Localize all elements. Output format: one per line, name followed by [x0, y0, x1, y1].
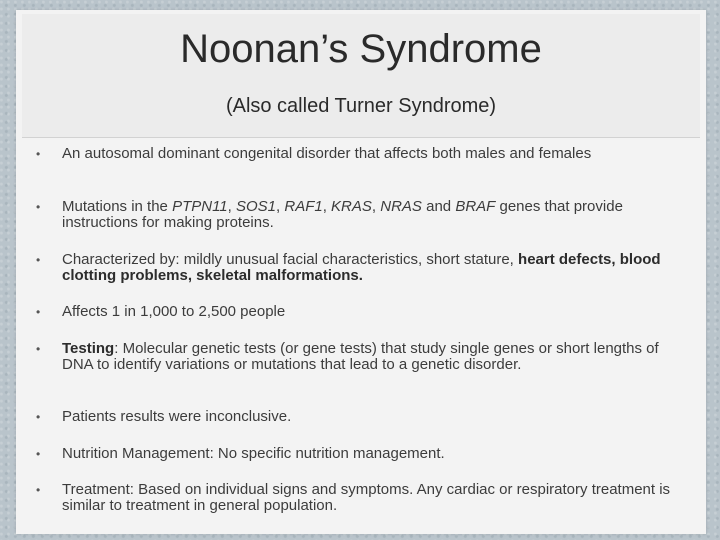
bullet-marker: •: [36, 200, 41, 214]
bullet-text: Characterized by: mildly unusual facial characteristics, short stature, heart defects, blood clotting problems, skeletal malformations.: [62, 251, 661, 284]
gene-name: NRAS: [380, 198, 422, 215]
slide-subtitle: (Also called Turner Syndrome): [225, 95, 497, 117]
bold-text: heart defects, blood clotting problems, skeletal malformations.: [62, 251, 661, 284]
gene-name: KRAS: [331, 198, 372, 215]
bullet-marker: •: [36, 253, 41, 267]
title-area: [22, 14, 700, 138]
bullet-text: Nutrition Management: No specific nutrition management.: [62, 445, 445, 462]
bold-text: Testing: [62, 340, 115, 357]
bullet-text: Treatment: Based on individual signs and symptoms. Any cardiac or respiratory treatment is similar to treatment in general population.: [62, 481, 671, 514]
bullet-item: [36, 252, 692, 284]
bullet-text: An autosomal dominant congenital disorder that affects both males and females: [62, 145, 592, 162]
slide-title: Noonan’s Syndrome: [180, 27, 542, 71]
bullet-marker: •: [36, 147, 41, 161]
bullet-text: Mutations in the PTPN11, SOS1, RAF1, KRAS, NRAS and BRAF genes that provide instructions for making proteins.: [62, 198, 623, 231]
bullet-item: [36, 409, 692, 425]
bullet-marker: •: [36, 305, 41, 319]
gene-name: PTPN11: [172, 198, 228, 215]
bullet-text: Testing: Molecular genetic tests (or gene tests) that study single genes or short lengths of DNA to identify variations or mutations that lead to a genetic disorder.: [62, 340, 659, 373]
bullet-text: Affects 1 in 1,000 to 2,500 people: [62, 303, 286, 320]
bullet-marker: •: [36, 342, 41, 356]
bullet-item: [36, 341, 692, 373]
bullet-text: Patients results were inconclusive.: [62, 408, 292, 425]
bullet-marker: •: [36, 483, 41, 497]
gene-name: BRAF: [455, 198, 496, 215]
bullet-item: [36, 146, 692, 162]
bullet-marker: •: [36, 447, 41, 461]
bullet-marker: •: [36, 410, 41, 424]
gene-name: SOS1: [235, 198, 277, 215]
bullet-item: [36, 304, 692, 320]
bullet-item: [36, 199, 692, 231]
bullet-item: [36, 482, 692, 514]
bullet-item: [36, 446, 692, 462]
gene-name: RAF1: [284, 198, 323, 215]
